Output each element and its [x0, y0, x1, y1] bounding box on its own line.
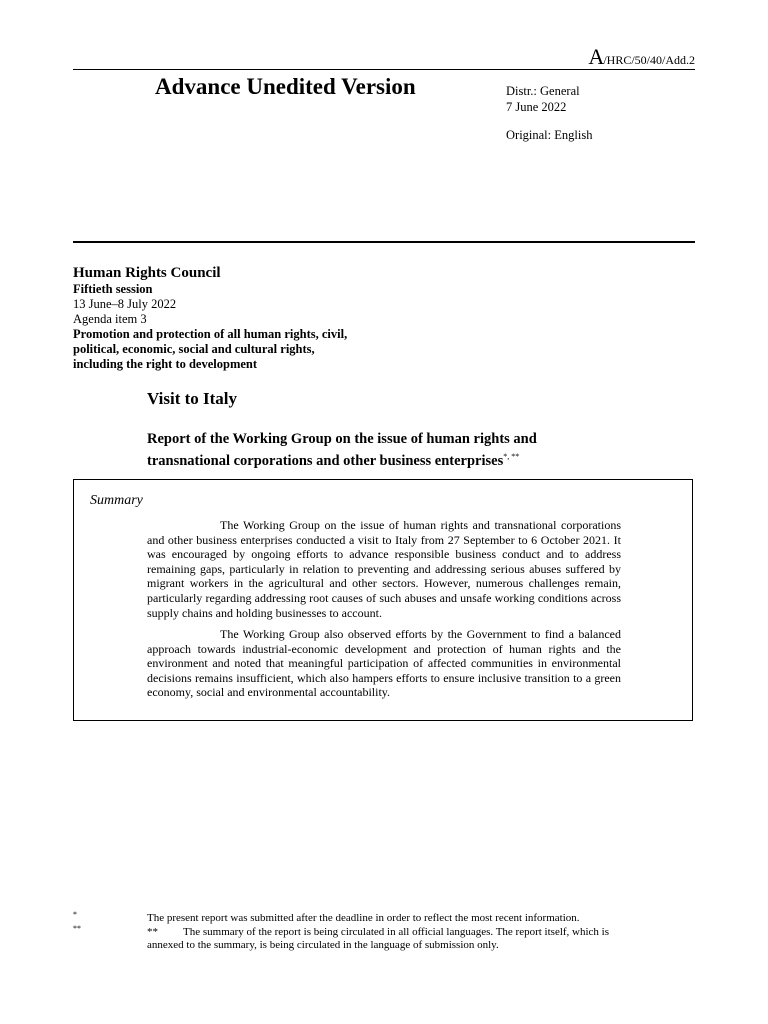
footnote	[73, 912, 633, 926]
distribution-status: Distr.: General	[506, 84, 580, 98]
document-symbol-prefix: A	[588, 44, 604, 69]
document-symbol-number: /HRC/50/40/Add.2	[603, 53, 695, 67]
report-title	[147, 430, 537, 470]
footnote-mark: *	[73, 910, 77, 919]
header-rule	[73, 69, 695, 70]
report-title-line: Report of the Working Group on the issue of human rights and	[147, 431, 537, 447]
summary-paragraph: The Working Group also observed efforts by the Government to find a balanced approach towards industrial-economic development and protection of human rights and the environment and noted that meaningful participation of affected communities in environmental decisions remains insufficient, which also hampers efforts to ensure inclusive transition to a green economy, social and environmental accountability.	[147, 627, 621, 700]
council-block	[73, 264, 347, 372]
visit-title: Visit to Italy	[147, 389, 238, 408]
footnote-text: The summary of the report is being circulated in all official languages. The report itself, which is annexed to the summary, is being circulated in the language of submission only.	[147, 925, 610, 951]
agenda-title-line: Promotion and protection of all human rights, civil,	[73, 327, 348, 341]
summary-heading: Summary	[90, 493, 143, 508]
spacer	[506, 115, 592, 127]
report-title-line: transnational corporations and other business enterprises	[147, 452, 504, 469]
footnote-text: The present report was submitted after the deadline in order to reflect the most recent information.	[147, 912, 580, 924]
agenda-title-line: political, economic, social and cultural rights,	[73, 342, 315, 356]
agenda-item: Agenda item 3	[73, 312, 147, 326]
summary-paragraph: The Working Group on the issue of human rights and transnational corporations and other business enterprises conducted a visit to Italy from 27 September to 6 October 2021. It was encouraged by ongoing efforts to advance responsible business conduct and to address remaining gaps, particularly in relation to preventing and addressing serious abuses suffered by migrant workers in the agricultural and other sectors. However, numerous challenges remain, particularly regarding addressing root causes of such abuses and unsafe working conditions across supply chains and holding businesses to account.	[147, 518, 621, 620]
issue-date: 7 June 2022	[506, 100, 567, 114]
footnote-mark: **	[73, 923, 81, 933]
summary-box	[73, 479, 693, 721]
footnote-reference[interactable]: *, **	[503, 452, 520, 461]
footnote-inline-mark: **	[147, 925, 158, 938]
council-name: Human Rights Council	[73, 265, 221, 281]
distribution-block	[506, 83, 592, 143]
session-dates: 13 June–8 July 2022	[73, 297, 177, 311]
footnotes	[73, 912, 633, 953]
footnote	[73, 923, 633, 953]
document-symbol	[588, 44, 695, 70]
agenda-title-line: including the right to development	[73, 357, 258, 371]
original-language: Original: English	[506, 128, 593, 142]
advance-unedited-label: Advance Unedited Version	[155, 74, 416, 99]
session-name: Fiftieth session	[73, 282, 153, 296]
section-rule	[73, 241, 695, 243]
